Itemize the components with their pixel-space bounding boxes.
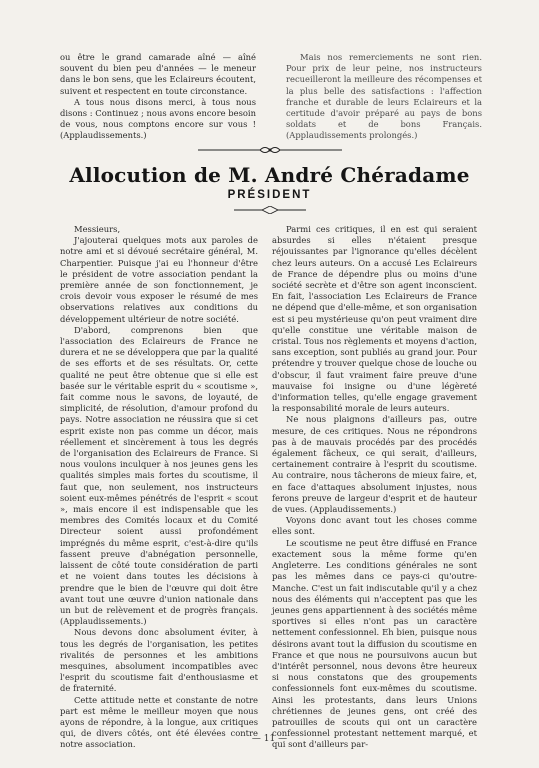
paragraph: D'abord, comprenons bien que l'association des Eclaireurs de France ne durera et ne se développera que par la qualité de ses efforts et de ses résultats. Or, cette qualité ne peut être obtenue que si elle est basée sur le véritable esprit du « scoutisme », fait comme nous le savons, de loyauté, de simplicité, de résolution, d'amour profond du pays. Notre association ne réussira que si cet esprit existe non pas comme un décor, mais réellement et sincèrement à tous les degrés de l'organisation des Eclaireurs de France. Si nous voulons inculquer à nos jeunes gens les qualités simples mais fortes du scoutisme, il faut que, non seulement, nos instructeurs soient eux-mêmes pénétrés de l'esprit « scout », mais encore il est indispensable que les membres des Comités locaux et du Comité Directeur soient aussi profondément imprégnés du même esprit, c'est-à-dire qu'ils fassent preuve d'abnégation personnelle, laissent de côté toute considération de parti et ne voient dans toutes les décisions à prendre que le bien de l'œuvre qui doit être avant tout une œuvre d'union nationale dans un but de relèvement et de progrès français. (Applaudissements.) — [60, 324, 258, 627]
paragraph: Messieurs, — [74, 224, 121, 234]
paragraph: Nous devons donc absolument éviter, à tous les degrés de l'organisation, les petites rivalités de personnes et les ambitions mesquines, absolument incompatibles avec l'esprit du scoutisme fait d'enthousiasme et de fraternité. — [60, 627, 258, 694]
right-column — [272, 224, 477, 751]
top-right-column — [286, 52, 482, 142]
paragraph: J'ajouterai quelques mots aux paroles de notre ami et si dévoué secrétaire général, M. Charpentier. Puisque j'ai eu l'honneur d'être le président de votre association pendant la première année de son fonctionnement, je crois devoir vous exposer le résumé de mes observations relatives aux conditions du développement ultérieur de notre société. — [60, 235, 258, 324]
page-subtitle: PRÉSIDENT — [227, 189, 312, 201]
title-ornament-rule — [198, 145, 342, 155]
paragraph: Parmi ces critiques, il en est qui seraient absurdes si elles n'étaient presque réjouissantes par l'ignorance qu'elles décèlent chez leurs auteurs. On a accusé Les Eclaireurs de France de dépendre plus ou moins d'une société secrète et d'être son agent inconscient. En fait, l'association Les Eclaireurs de France ne dépend que d'elle-même, et son organisation est si peu mystérieuse qu'on peut vraiment dire qu'elle constitue une véritable maison de cristal. Tous nos règlements et moyens d'action, sans exception, sont publiés au grand jour. Pour prétendre y trouver quelque chose de louche ou d'obscur, il faut vraiment faire preuve d'une mauvaise foi insigne ou d'une légèreté d'information telles, qu'elle engage gravement la responsabilité morale de leurs auteurs. — [272, 224, 477, 414]
paragraph: Ne nous plaignons d'ailleurs pas, outre mesure, de ces critiques. Nous ne répondrons pas à de mauvais procédés par des procédés également fâcheux, ce qui serait, d'ailleurs, certainement contraire à l'esprit du scoutisme. Au contraire, nous tâcherons de mieux faire, et, en face d'attaques absolument injustes, nous ferons preuve de largeur d'esprit et de hauteur de vues. (Applaudissements.) — [272, 414, 477, 515]
paragraph: Mais nos remerciements ne sont rien. Pour prix de leur peine, nos instructeurs recueilleront la meilleure des récompenses et la plus belle des satisfactions : l'affection franche et durable de leurs Eclaireurs et la certitude d'avoir préparé au pays de bons soldats et de bons Français. (Applaudissements prolongés.) — [286, 52, 482, 141]
paragraph: ou être le grand camarade aîné — aîné souvent du bien peu d'années — le meneur dans le bon sens, que les Eclaireurs écoutent, suivent et respectent en toute circonstance. — [60, 52, 256, 96]
top-left-column — [60, 52, 256, 142]
left-column — [60, 224, 258, 751]
paragraph: A tous nous disons merci, à tous nous disons : Continuez ; nous avons encore besoin de vous, nous comptons encore sur vous ! (Applaudissements.) — [60, 96, 256, 141]
paragraph: Le scoutisme ne peut être diffusé en France exactement sous la même forme qu'en Angleterre. Les conditions générales ne sont pas les mêmes dans ce pays-ci qu'outre-Manche. C'est un fait indiscutable qu'il y a chez nous des éléments qui n'acceptent pas que les jeunes gens appartiennent à des sociétés même sportives si elles n'ont pas un caractère nettement confessionnel. Eh bien, puisque nous désirons avant tout la diffusion du scoutisme en France et que nous ne poursuivons aucun but d'intérêt personnel, nous devons être heureux si nous constatons que des groupements confessionnels font eux-mêmes du scoutisme. Ainsi les protestants, dans leurs Unions chrétiennes de jeunes gens, ont créé des patrouilles de scouts qui ont un caractère confessionnel protestant nettement marqué, et qui sont d'ailleurs par- — [272, 537, 477, 750]
page-title: Allocution de M. André Chéradame — [69, 163, 470, 187]
page-number: — 11 — — [251, 734, 288, 744]
paragraph: Cette attitude nette et constante de notre part est même le meilleur moyen que nous ayons de répondre, à la longue, aux critiques qui, de divers côtés, ont été élevées contre notre association. — [60, 694, 258, 750]
subtitle-ornament — [234, 206, 306, 214]
paragraph: Voyons donc avant tout les choses comme elles sont. — [272, 515, 477, 537]
